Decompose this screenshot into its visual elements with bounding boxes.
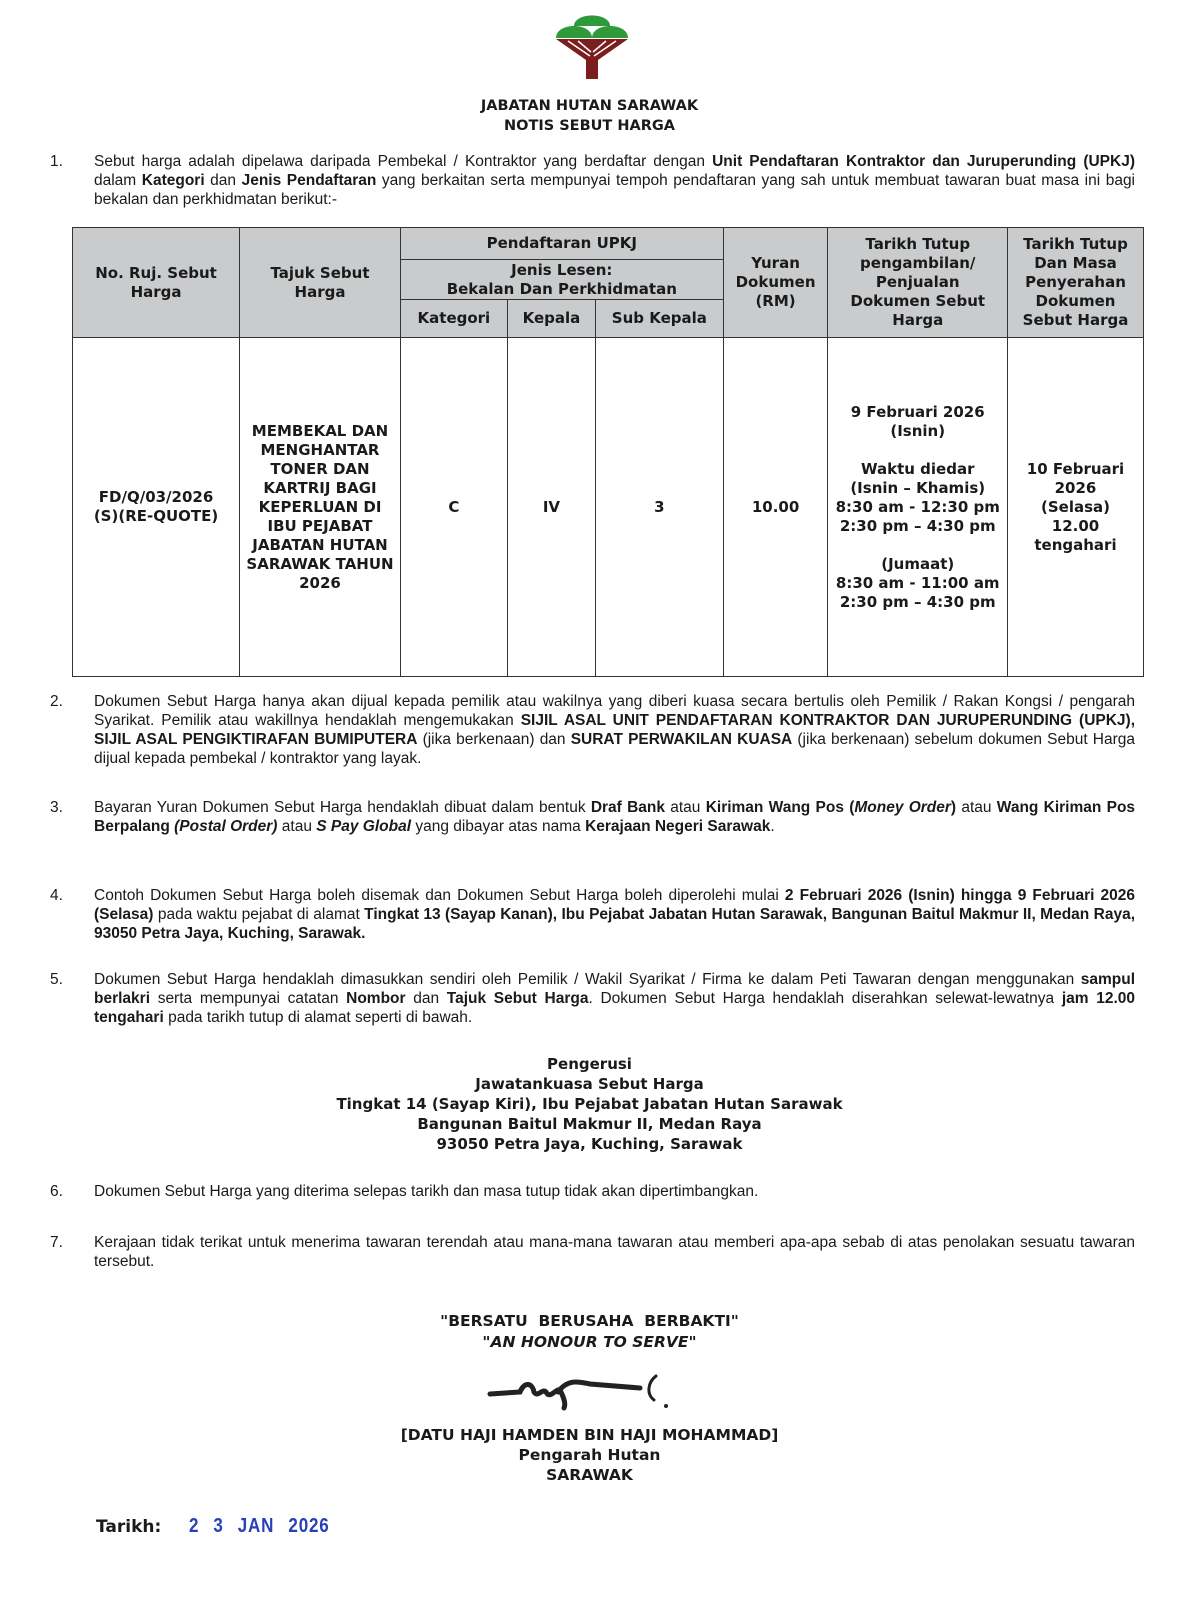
signature-icon xyxy=(480,1368,700,1412)
paragraph-6: 6. Dokumen Sebut Harga yang diterima selepas tarikh dan masa tutup tidak akan dipertimbangkan. xyxy=(50,1183,759,1200)
logo-canopy-left xyxy=(556,26,592,38)
motto-malay: "BERSATU BERUSAHA BERBAKTI" xyxy=(440,1312,739,1330)
header-upkj: Pendaftaran UPKJ xyxy=(400,228,723,260)
signatory-block xyxy=(0,1425,1179,1485)
signatory-role: Pengarah Hutan xyxy=(518,1446,661,1464)
signatory-name: [DATU HAJI HAMDEN BIN HAJI MOHAMMAD] xyxy=(400,1426,779,1444)
motto-english: "AN HONOUR TO SERVE" xyxy=(482,1333,697,1351)
document-title: NOTIS SEBUT HARGA xyxy=(504,118,675,134)
table-row xyxy=(73,338,1144,677)
paragraph-2: 2. Dokumen Sebut Harga hanya akan dijual kepada pemilik atau wakilnya yang diberi kuasa secara bertulis oleh Pemilik / Rakan Kongsi / pengarah Syarikat. Pemilik atau wakillnya hendaklah mengemukakan SIJIL ASAL UNIT PENDAFTARAN KONTRAKTOR DAN JURUPERUNDING (UPKJ), SIJIL ASAL PENGIKTIRAFAN BUMIPUTERA (jika berkenaan) dan SURAT PERWAKILAN KUASA (jika berkenaan) sebelum dokumen Sebut Harga dijual kepada pembekal / kontraktor yang layak. xyxy=(50,693,1136,767)
cell-category: C xyxy=(400,338,507,677)
signatory-state: SARAWAK xyxy=(546,1466,633,1484)
paragraph-5: 5. Dokumen Sebut Harga hendaklah dimasukkan sendiri oleh Pemilik / Wakil Syarikat / Firma ke dalam Peti Tawaran dengan menggunakan sampul berlakri serta mempunyai catatan Nombor dan Tajuk Sebut Harga. Dokumen Sebut Harga hendaklah diserahkan selewat-lewatnya jam 12.00 tengahari pada tarikh tutup di alamat seperti di bawah. xyxy=(50,971,1136,1026)
date-label: Tarikh: xyxy=(96,1517,162,1537)
cell-sale-close: 9 Februari 2026 (Isnin) Waktu diedar (Isnin – Khamis) 8:30 am - 12:30 pm 2:30 pm – 4:30 pm (Jumaat) 8:30 am - 11:00 am 2:30 pm – 4:30 pm xyxy=(828,338,1008,677)
header-submit-close: Tarikh Tutup Dan Masa Penyerahan Dokumen Sebut Harga xyxy=(1008,228,1144,338)
header-sub-head: Sub Kepala xyxy=(596,300,724,338)
department-name: JABATAN HUTAN SARAWAK xyxy=(480,98,699,114)
header-head: Kepala xyxy=(507,300,595,338)
cell-head: IV xyxy=(507,338,595,677)
header-license-type: Jenis Lesen: Bekalan Dan Perkhidmatan xyxy=(400,260,723,300)
header-category: Kategori xyxy=(400,300,507,338)
date-stamp: 2 3 JAN 2026 xyxy=(189,1515,330,1537)
forest-department-logo-icon xyxy=(548,4,636,80)
cell-title: MEMBEKAL DAN MENGHANTAR TONER DAN KARTRIJ BAGI KEPERLUAN DI IBU PEJABAT JABATAN HUTAN SARAWAK TAHUN 2026 xyxy=(240,338,401,677)
paragraph-3: 3. Bayaran Yuran Dokumen Sebut Harga hendaklah dibuat dalam bentuk Draf Bank atau Kiriman Wang Pos (Money Order) atau Wang Kiriman Pos Berpalang (Postal Order) atau S Pay Global yang dibayar atas nama Kerajaan Negeri Sarawak. xyxy=(50,799,1136,835)
paragraph-7: 7. Kerajaan tidak terikat untuk menerima tawaran terendah atau mana-mana tawaran atau memberi apa-apa sebab di atas penolakan sesuatu tawaran tersebut. xyxy=(50,1234,1135,1270)
quotation-table xyxy=(72,227,1144,677)
paragraph-number: 1. xyxy=(50,153,63,170)
paragraph-1: 1. Sebut harga adalah dipelawa daripada Pembekal / Kontraktor yang berdaftar dengan Unit Pendaftaran Kontraktor dan Juruperunding (UPKJ) dalam Kategori dan Jenis Pendaftaran yang berkaitan serta mempunyai tempoh pendaftaran yang sah untuk membuat tawaran buat masa ini bagi bekalan dan perkhidmatan berikut:- xyxy=(50,153,1136,208)
cell-ref-no: FD/Q/03/2026 (S)(RE-QUOTE) xyxy=(73,338,240,677)
cell-fee: 10.00 xyxy=(723,338,828,677)
motto xyxy=(0,1311,1179,1353)
committee-address: Pengerusi Jawatankuasa Sebut Harga Tingkat 14 (Sayap Kiri), Ibu Pejabat Jabatan Hutan Sarawak Bangunan Baitul Makmur II, Medan Raya 93050 Petra Jaya, Kuching, Sarawak xyxy=(336,1055,843,1153)
document-header xyxy=(0,96,1179,136)
paragraph-4: 4. Contoh Dokumen Sebut Harga boleh disemak dan Dokumen Sebut Harga boleh diperolehi mulai 2 Februari 2026 (Isnin) hingga 9 Februari 2026 (Selasa) pada waktu pejabat di alamat Tingkat 13 (Sayap Kanan), Ibu Pejabat Jabatan Hutan Sarawak, Bangunan Baitul Makmur II, Medan Raya, 93050 Petra Jaya, Kuching, Sarawak. xyxy=(50,887,1136,942)
logo-canopy-right xyxy=(592,26,628,38)
header-fee: Yuran Dokumen (RM) xyxy=(723,228,828,338)
logo-canopy-top xyxy=(574,16,610,27)
cell-sub-head: 3 xyxy=(596,338,724,677)
logo-trunk xyxy=(556,39,628,79)
date-row xyxy=(96,1515,355,1538)
header-sale-close: Tarikh Tutup pengambilan/ Penjualan Dokumen Sebut Harga xyxy=(828,228,1008,338)
header-ref-no: No. Ruj. Sebut Harga xyxy=(73,228,240,338)
header-title: Tajuk Sebut Harga xyxy=(240,228,401,338)
cell-submit-close: 10 Februari 2026 (Selasa) 12.00 tengahari xyxy=(1008,338,1144,677)
